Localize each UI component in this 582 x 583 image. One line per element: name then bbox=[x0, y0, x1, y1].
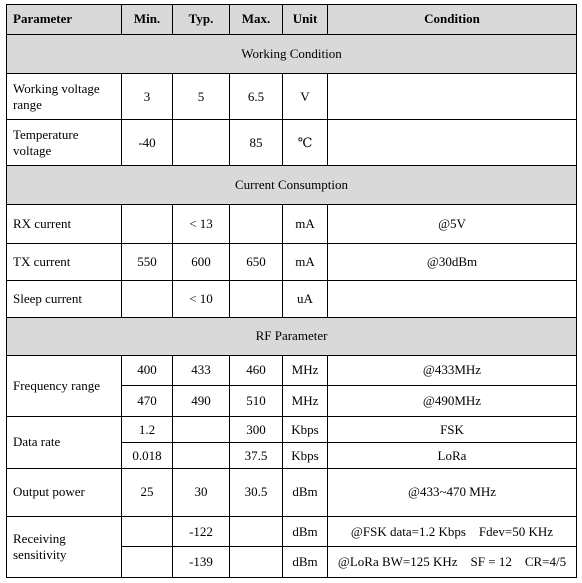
cell-typ: -139 bbox=[173, 547, 230, 578]
header-typ: Typ. bbox=[173, 5, 230, 35]
param-name: Output power bbox=[7, 468, 122, 516]
cell-unit: MHz bbox=[283, 386, 328, 417]
cell-max bbox=[230, 281, 283, 318]
param-name: RX current bbox=[7, 204, 122, 243]
cell-condition: @5V bbox=[328, 204, 577, 243]
cell-min bbox=[122, 204, 173, 243]
cell-typ bbox=[173, 120, 230, 166]
cell-unit: V bbox=[283, 74, 328, 120]
header-max: Max. bbox=[230, 5, 283, 35]
cell-condition: @30dBm bbox=[328, 243, 577, 281]
cell-condition: @LoRa BW=125 KHz SF = 12 CR=4/5 bbox=[328, 547, 577, 578]
table-row bbox=[7, 74, 577, 120]
cell-max: 300 bbox=[230, 416, 283, 443]
header-row bbox=[7, 5, 577, 35]
header-parameter: Parameter bbox=[7, 5, 122, 35]
cell-unit: dBm bbox=[283, 547, 328, 578]
cell-min: 3 bbox=[122, 74, 173, 120]
table-row bbox=[7, 281, 577, 318]
cell-condition: @490MHz bbox=[328, 386, 577, 417]
cell-condition: @433MHz bbox=[328, 355, 577, 386]
table-row bbox=[7, 355, 577, 386]
section-current-consumption: Current Consumption bbox=[7, 166, 577, 205]
cell-max bbox=[230, 516, 283, 547]
cell-unit: dBm bbox=[283, 468, 328, 516]
cell-min: 1.2 bbox=[122, 416, 173, 443]
cell-max bbox=[230, 547, 283, 578]
table-row bbox=[7, 120, 577, 166]
param-name: Temperature voltage bbox=[7, 120, 122, 166]
param-name: Sleep current bbox=[7, 281, 122, 318]
table-row bbox=[7, 468, 577, 516]
cell-unit: mA bbox=[283, 204, 328, 243]
cell-typ bbox=[173, 443, 230, 468]
cell-max: 37.5 bbox=[230, 443, 283, 468]
cell-min: -40 bbox=[122, 120, 173, 166]
section-row bbox=[7, 317, 577, 355]
param-name: Data rate bbox=[7, 416, 122, 468]
cell-unit: mA bbox=[283, 243, 328, 281]
table-row bbox=[7, 416, 577, 443]
cell-unit: dBm bbox=[283, 516, 328, 547]
cell-min bbox=[122, 281, 173, 318]
param-name: Frequency range bbox=[7, 355, 122, 416]
param-name: Receiving sensitivity bbox=[7, 516, 122, 577]
cell-condition bbox=[328, 281, 577, 318]
cell-min: 400 bbox=[122, 355, 173, 386]
spec-table bbox=[6, 4, 577, 578]
cell-min: 0.018 bbox=[122, 443, 173, 468]
cell-unit: uA bbox=[283, 281, 328, 318]
table-row bbox=[7, 204, 577, 243]
cell-typ: < 10 bbox=[173, 281, 230, 318]
cell-min: 470 bbox=[122, 386, 173, 417]
header-min: Min. bbox=[122, 5, 173, 35]
cell-typ: 600 bbox=[173, 243, 230, 281]
cell-max: 6.5 bbox=[230, 74, 283, 120]
cell-typ: -122 bbox=[173, 516, 230, 547]
cell-unit: Kbps bbox=[283, 443, 328, 468]
cell-typ: 5 bbox=[173, 74, 230, 120]
cell-typ: 433 bbox=[173, 355, 230, 386]
cell-max: 30.5 bbox=[230, 468, 283, 516]
cell-condition: FSK bbox=[328, 416, 577, 443]
param-name: TX current bbox=[7, 243, 122, 281]
cell-max: 510 bbox=[230, 386, 283, 417]
cell-condition: LoRa bbox=[328, 443, 577, 468]
cell-condition bbox=[328, 74, 577, 120]
cell-condition: @FSK data=1.2 Kbps Fdev=50 KHz bbox=[328, 516, 577, 547]
cell-min: 550 bbox=[122, 243, 173, 281]
cell-unit: MHz bbox=[283, 355, 328, 386]
cell-unit: Kbps bbox=[283, 416, 328, 443]
cell-max: 85 bbox=[230, 120, 283, 166]
cell-typ: < 13 bbox=[173, 204, 230, 243]
section-working-condition: Working Condition bbox=[7, 34, 577, 74]
cell-max: 650 bbox=[230, 243, 283, 281]
cell-condition: @433~470 MHz bbox=[328, 468, 577, 516]
cell-max: 460 bbox=[230, 355, 283, 386]
cell-min: 25 bbox=[122, 468, 173, 516]
header-condition: Condition bbox=[328, 5, 577, 35]
cell-condition bbox=[328, 120, 577, 166]
param-name: Working voltage range bbox=[7, 74, 122, 120]
cell-unit: ℃ bbox=[283, 120, 328, 166]
section-row bbox=[7, 34, 577, 74]
table-row bbox=[7, 516, 577, 547]
table-row bbox=[7, 243, 577, 281]
section-row bbox=[7, 166, 577, 205]
cell-max bbox=[230, 204, 283, 243]
cell-min bbox=[122, 516, 173, 547]
section-rf-parameter: RF Parameter bbox=[7, 317, 577, 355]
header-unit: Unit bbox=[283, 5, 328, 35]
cell-typ bbox=[173, 416, 230, 443]
cell-typ: 490 bbox=[173, 386, 230, 417]
cell-min bbox=[122, 547, 173, 578]
cell-typ: 30 bbox=[173, 468, 230, 516]
